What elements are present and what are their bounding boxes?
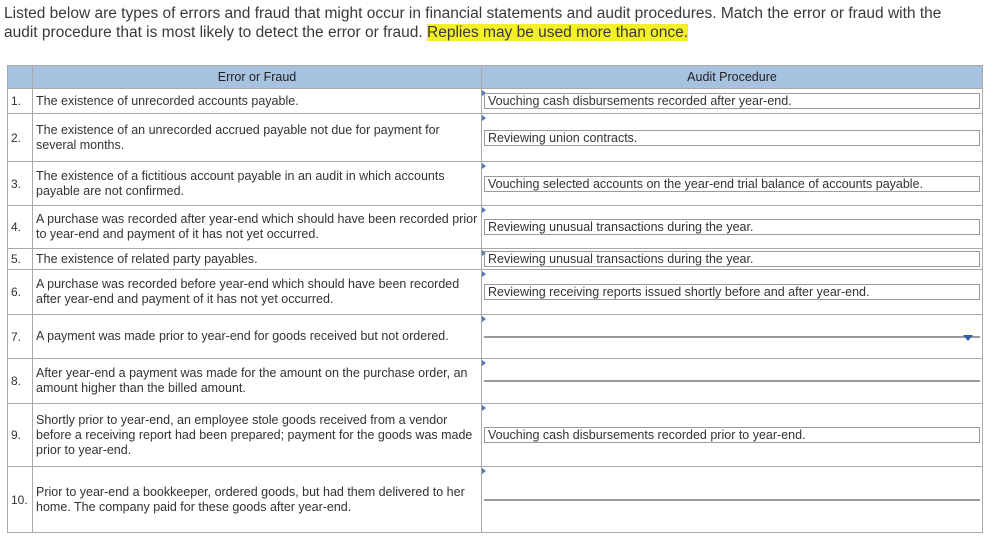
row-number: 10. — [8, 467, 33, 533]
procedure-select[interactable] — [484, 219, 980, 235]
marker-icon — [482, 405, 486, 411]
error-text: The existence of a fictitious account payable in an audit in which accounts payable are not confirmed. — [33, 162, 482, 206]
dropdown-arrow-icon[interactable] — [963, 335, 973, 341]
procedure-cell — [482, 404, 983, 467]
error-text: Shortly prior to year-end, an employee stole goods received from a vendor before a receiving report had been prepared; payment for the goods was made prior to year-end. — [33, 404, 482, 467]
procedure-cell — [482, 249, 983, 270]
row-number: 4. — [8, 206, 33, 249]
row-number: 1. — [8, 89, 33, 114]
procedure-value: Vouching cash disbursements recorded prior to year-end. — [488, 428, 806, 442]
procedure-cell — [482, 206, 983, 249]
row-number: 6. — [8, 270, 33, 315]
error-text: The existence of unrecorded accounts payable. — [33, 89, 482, 114]
instructions-text: Listed below are types of errors and fraud that might occur in financial statements and audit procedures. Match the error or fraud with the audit procedure that is most likely to detect the error or fraud. — [4, 5, 942, 41]
procedure-cell — [482, 89, 983, 114]
procedure-cell — [482, 270, 983, 315]
procedure-cell — [482, 467, 983, 533]
procedure-select[interactable] — [484, 499, 980, 501]
error-text: A purchase was recorded after year-end which should have been recorded prior to year-end and payment of it has not yet occurred. — [33, 206, 482, 249]
table-row — [8, 359, 983, 404]
marker-icon — [482, 115, 486, 121]
error-text: Prior to year-end a bookkeeper, ordered goods, but had them delivered to her home. The company paid for these goods after year-end. — [33, 467, 482, 533]
table-row — [8, 89, 983, 114]
table-row — [8, 206, 983, 249]
procedure-cell — [482, 315, 983, 359]
table-row — [8, 249, 983, 270]
procedure-cell — [482, 162, 983, 206]
matching-table — [7, 65, 983, 533]
marker-icon — [482, 360, 486, 366]
row-number: 8. — [8, 359, 33, 404]
procedure-value: Reviewing receiving reports issued shortly before and after year-end. — [488, 285, 870, 299]
table-header-row — [8, 66, 983, 89]
procedure-value: Reviewing union contracts. — [488, 130, 638, 145]
marker-icon — [482, 468, 486, 474]
header-error: Error or Fraud — [33, 66, 482, 89]
table-row — [8, 315, 983, 359]
table-row — [8, 404, 983, 467]
marker-icon — [482, 207, 486, 213]
row-number: 9. — [8, 404, 33, 467]
procedure-select[interactable] — [484, 176, 980, 192]
procedure-value: Reviewing unusual transactions during the year. — [488, 220, 754, 234]
row-number: 5. — [8, 249, 33, 270]
error-text: A payment was made prior to year-end for goods received but not ordered. — [33, 315, 482, 359]
marker-icon — [482, 316, 486, 322]
procedure-select[interactable] — [484, 427, 980, 443]
instructions-highlight: Replies may be used more than once. — [427, 24, 689, 41]
procedure-value: Reviewing unusual transactions during the year. — [488, 252, 754, 266]
marker-icon — [482, 163, 486, 169]
procedure-select[interactable] — [484, 380, 980, 382]
error-text: The existence of related party payables. — [33, 249, 482, 270]
procedure-cell — [482, 114, 983, 162]
table-row — [8, 162, 983, 206]
table-row — [8, 114, 983, 162]
table-row — [8, 270, 983, 315]
error-text: After year-end a payment was made for the amount on the purchase order, an amount higher than the billed amount. — [33, 359, 482, 404]
procedure-value: Vouching cash disbursements recorded after year-end. — [488, 94, 792, 108]
marker-icon — [482, 271, 486, 277]
procedure-select[interactable] — [484, 336, 980, 338]
header-procedure: Audit Procedure — [482, 66, 983, 89]
row-number: 3. — [8, 162, 33, 206]
header-corner — [8, 66, 33, 89]
procedure-select[interactable] — [484, 130, 980, 146]
procedure-select[interactable] — [484, 93, 980, 109]
procedure-value: Vouching selected accounts on the year-end trial balance of accounts payable. — [488, 176, 924, 191]
procedure-cell — [482, 359, 983, 404]
procedure-select[interactable] — [484, 251, 980, 267]
error-text: A purchase was recorded before year-end which should have been recorded after year-end and payment of it has not yet occurred. — [33, 270, 482, 315]
table-row — [8, 467, 983, 533]
row-number: 7. — [8, 315, 33, 359]
row-number: 2. — [8, 114, 33, 162]
error-text: The existence of an unrecorded accrued payable not due for payment for several months. — [33, 114, 482, 162]
instructions — [4, 4, 974, 42]
procedure-select[interactable] — [484, 284, 980, 300]
